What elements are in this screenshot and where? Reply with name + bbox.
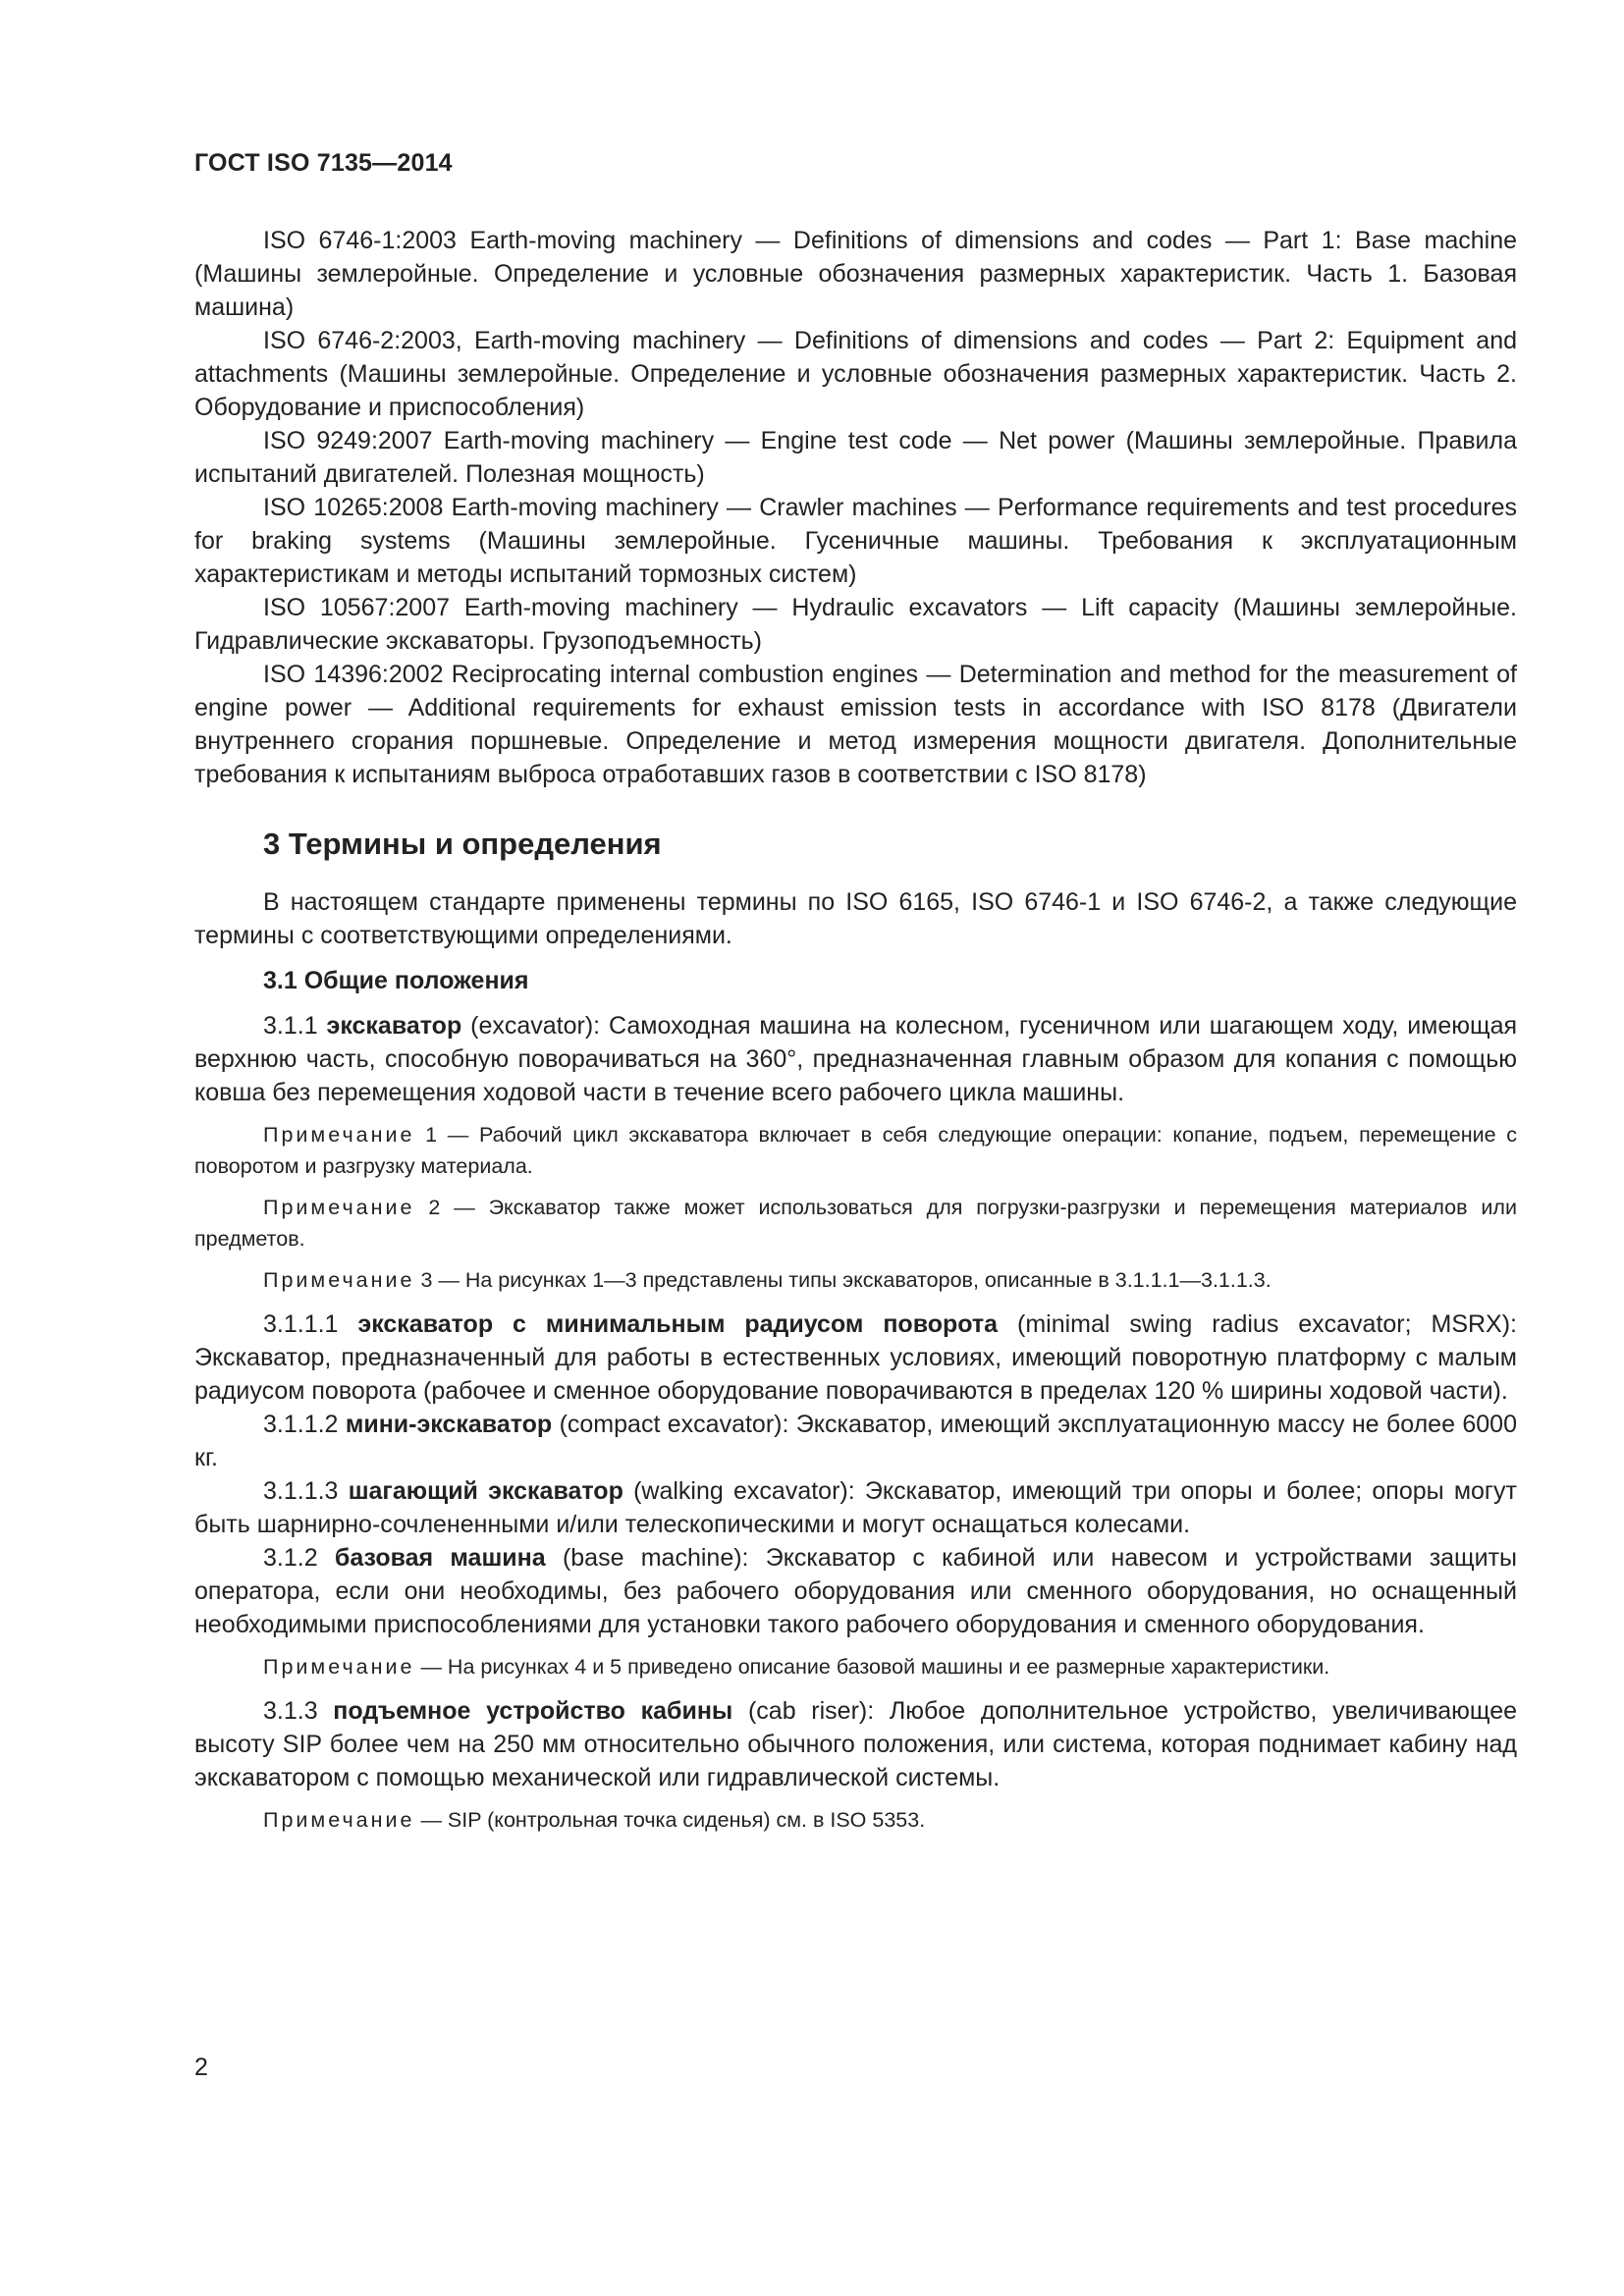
note-2	[194, 1192, 1517, 1255]
term-3-1-1-3	[194, 1474, 1517, 1541]
term-name: мини-экскаватор	[345, 1411, 553, 1438]
term-definition: (minimal swing radius excavator; MSRX): Экскаватор, предназначенный для работы в естественных условиях, имеющий поворотную платформу с малым радиусом поворота (рабочее и сменное оборудование поворачиваются в пределах 120 % ширины ходовой части).	[194, 1310, 1517, 1405]
term-number: 3.1.1.3	[263, 1477, 339, 1505]
reference-iso-6746-2: ISO 6746-2:2003, Earth-moving machinery — Definitions of dimensions and codes — Part 2: Equipment and attachments (Машины землеройные. Определение и условные обозначения размерных характеристик. Часть 2. Оборудование и приспособления)	[194, 327, 1517, 421]
note-label: Примечание	[263, 1808, 415, 1832]
term-name: экскаватор	[326, 1012, 462, 1040]
note-1	[194, 1119, 1517, 1182]
term-3-1-1-2	[194, 1408, 1517, 1474]
subsection-3-1-heading: 3.1 Общие положения	[263, 967, 529, 994]
note-text: — На рисунках 4 и 5 приведено описание базовой машины и ее размерные характеристики.	[420, 1655, 1330, 1679]
note-cab-riser	[194, 1804, 1517, 1836]
term-3-1-3	[194, 1694, 1517, 1794]
term-number: 3.1.1.2	[263, 1411, 339, 1438]
term-number: 3.1.2	[263, 1544, 318, 1572]
note-base-machine	[194, 1651, 1517, 1682]
section-3-intro: В настоящем стандарте применены термины по ISO 6165, ISO 6746-1 и ISO 6746-2, а также следующие термины с соответствующими определениями.	[194, 888, 1517, 949]
term-3-1-1-1	[194, 1308, 1517, 1408]
term-3-1-1	[194, 1009, 1517, 1109]
page-number: 2	[194, 2054, 208, 2081]
note-text: 2 — Экскаватор также может использоваться для погрузки-разгрузки и перемещения материалов или предметов.	[194, 1196, 1517, 1251]
term-definition: (compact excavator): Экскаватор, имеющий эксплуатационную массу не более 6000 кг.	[194, 1411, 1517, 1471]
note-text: — SIP (контрольная точка сиденья) см. в ISO 5353.	[420, 1808, 926, 1832]
term-definition: (excavator): Самоходная машина на колесном, гусеничном или шагающем ходу, имеющая верхнюю часть, способную поворачиваться на 360°, предназначенная главным образом для копания с помощью ковша без перемещения ходовой части в течение всего рабочего цикла машины.	[194, 1012, 1518, 1106]
reference-iso-6746-1: ISO 6746-1:2003 Earth-moving machinery — Definitions of dimensions and codes — Part 1: Base machine (Машины землеройные. Определение и условные обозначения размерных характеристик. Часть 1. Базовая машина)	[194, 227, 1517, 321]
term-number: 3.1.1	[263, 1012, 318, 1040]
reference-iso-10567: ISO 10567:2007 Earth-moving machinery — Hydraulic excavators — Lift capacity (Машины землеройные. Гидравлические экскаваторы. Грузоподъемность)	[194, 594, 1517, 655]
term-name: шагающий экскаватор	[348, 1477, 623, 1505]
note-label: Примечание	[263, 1196, 415, 1219]
term-definition: (cab riser): Любое дополнительное устройство, увеличивающее высоту SIP более чем на 250 мм относительно обычного положения, или система, которая поднимает кабину над экскаватором с помощью механической или гидравлической системы.	[194, 1697, 1518, 1791]
term-name: подъемное устройство кабины	[333, 1697, 733, 1725]
reference-iso-14396: ISO 14396:2002 Reciprocating internal combustion engines — Determination and method for the measurement of engine power — Additional requirements for exhaust emission tests in accordance with ISO 8178 (Двигатели внутреннего сгорания поршневые. Определение и метод измерения мощности двигателя. Дополнительные требования к испытаниям выброса отработавших газов в соответствии с ISO 8178)	[194, 661, 1517, 788]
note-label: Примечание	[263, 1123, 415, 1147]
note-text: 3 — На рисунках 1—3 представлены типы экскаваторов, описанные в 3.1.1.1—3.1.1.3.	[420, 1268, 1272, 1292]
term-name: экскаватор с минимальным радиусом поворота	[357, 1310, 999, 1338]
note-label: Примечание	[263, 1655, 415, 1679]
reference-iso-9249: ISO 9249:2007 Earth-moving machinery — Engine test code — Net power (Машины землеройные. Правила испытаний двигателей. Полезная мощность)	[194, 427, 1517, 488]
note-text: 1 — Рабочий цикл экскаватора включает в себя следующие операции: копание, подъем, перемещение с поворотом и разгрузку материала.	[194, 1123, 1517, 1178]
term-definition: (base machine): Экскаватор с кабиной или навесом и устройствами защиты оператора, если они необходимы, без рабочего оборудования или сменного оборудования, но оснащенный необходимыми приспособлениями для установки такого рабочего оборудования и сменного оборудования.	[194, 1544, 1518, 1638]
reference-iso-10265: ISO 10265:2008 Earth-moving machinery — Crawler machines — Performance requirements and test procedures for braking systems (Машины землеройные. Гусеничные машины. Требования к эксплуатационным характеристикам и методы испытаний тормозных систем)	[194, 494, 1517, 588]
note-label: Примечание	[263, 1268, 415, 1292]
note-3	[194, 1264, 1517, 1296]
term-definition: (walking excavator): Экскаватор, имеющий три опоры и более; опоры могут быть шарнирно-сочлененными и/или телескопическими и могут оснащаться колесами.	[194, 1477, 1517, 1538]
term-3-1-2	[194, 1541, 1517, 1641]
section-3-heading: 3 Термины и определения	[263, 827, 662, 861]
term-name: базовая машина	[334, 1544, 546, 1572]
page-body	[194, 224, 1517, 1845]
term-number: 3.1.3	[263, 1697, 318, 1725]
document-header: ГОСТ ISO 7135—2014	[194, 149, 453, 177]
term-number: 3.1.1.1	[263, 1310, 339, 1338]
